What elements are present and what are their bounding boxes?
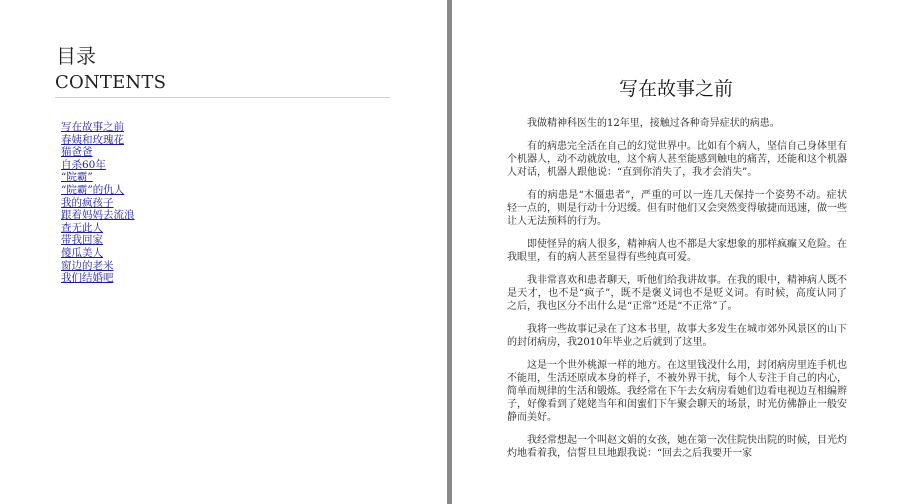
body-paragraph: 我将一些故事记录在了这本书里，故事大多发生在城市郊外风景区的山下的封闭病房，我2010年毕业之后就到了这里。 [507, 324, 847, 348]
body-paragraph: 我做精神科医生的12年里，接触过各种奇异症状的病患。 [527, 118, 780, 129]
toc-link-2[interactable]: 春姨和玫瑰花 [61, 133, 124, 146]
toc-link-12[interactable]: 窗边的老米 [61, 259, 114, 272]
toc-link-6[interactable]: “院霸”的仇人 [61, 183, 125, 196]
toc-item [61, 232, 135, 245]
toc-link-4[interactable]: 自杀60年 [61, 158, 106, 171]
toc-page [0, 0, 447, 504]
toc-item [61, 270, 135, 283]
toc-link-1[interactable]: 写在故事之前 [61, 121, 124, 133]
body-paragraph: 这是一个世外桃源一样的地方。在这里钱没什么用，封闭病房里连手机也不能用，生活还原成本身的样子，不被外界干扰，每个人专注于自己的内心，简单而规律的生活和锻炼。我经常在下午去女病房看她们边看电视边互相编辫子，好像看到了姥姥当年和闺蜜们下午聚会聊天的场景，时光仿佛静止一般安静而美好。 [507, 360, 847, 423]
toc-item [61, 245, 135, 258]
toc-list [61, 119, 135, 283]
body-paragraph: 有的病患完全活在自己的幻觉世界中。比如有个病人，坚信自己身体里有个机器人，动不动就放电，这个病人甚至能感到触电的痛苦，还能和这个机器人对话，机器人跟他说：“直到你消失了，我才会消失”。 [507, 141, 847, 178]
toc-link-9[interactable]: 查无此人 [61, 221, 103, 234]
body-paragraph: 有的病患是“木僵患者”，严重的可以一连几天保持一个姿势不动。症状轻一点的，则是行动十分迟缓。但有时他们又会突然变得敏捷而迅速，做一些让人无法预料的行为。 [507, 190, 847, 227]
toc-title-chinese: 目录 [56, 44, 96, 68]
toc-link-13[interactable]: 我们结婚吧 [61, 272, 114, 285]
toc-link-7[interactable]: 我的疯孩子 [61, 196, 114, 209]
body-paragraph: 我经常想起一个叫赵文娟的女孩，她在第一次住院快出院的时候，目光灼灼地看着我，信誓旦旦地跟我说：“回去之后我要开一家 [507, 435, 847, 459]
toc-link-8[interactable]: 跟着妈妈去流浪 [61, 209, 135, 222]
chapter-title: 写在故事之前 [618, 78, 733, 100]
toc-link-10[interactable]: 带我回家 [61, 234, 103, 247]
toc-item [61, 132, 135, 145]
chapter-page [452, 0, 900, 504]
body-paragraph: 我非常喜欢和患者聊天，听他们给我讲故事。在我的眼中，精神病人既不是天才，也不是“疯子”，既不是褒义词也不是贬义词。有时候，高度认同了之后，我也区分不出什么是“正常”还是“不正常”了。 [507, 275, 847, 312]
toc-item [61, 182, 135, 195]
toc-link-3[interactable]: 猫爸爸 [61, 146, 93, 159]
body-paragraph: 即使怪异的病人很多，精神病人也不都是大家想象的那样疯癫又危险。在我眼里，有的病人甚至显得有些纯真可爱。 [507, 239, 847, 263]
toc-title-english: CONTENTS [55, 72, 167, 93]
toc-item [61, 119, 135, 132]
toc-item [61, 195, 135, 208]
chapter-body [507, 117, 847, 470]
toc-link-11[interactable]: 傻瓜美人 [61, 246, 103, 259]
toc-item [61, 169, 135, 182]
toc-item [61, 220, 135, 233]
toc-link-5[interactable]: “院霸” [61, 171, 93, 184]
toc-item [61, 258, 135, 271]
toc-item [61, 157, 135, 170]
toc-item [61, 144, 135, 157]
toc-divider-line [55, 97, 390, 98]
toc-item [61, 207, 135, 220]
